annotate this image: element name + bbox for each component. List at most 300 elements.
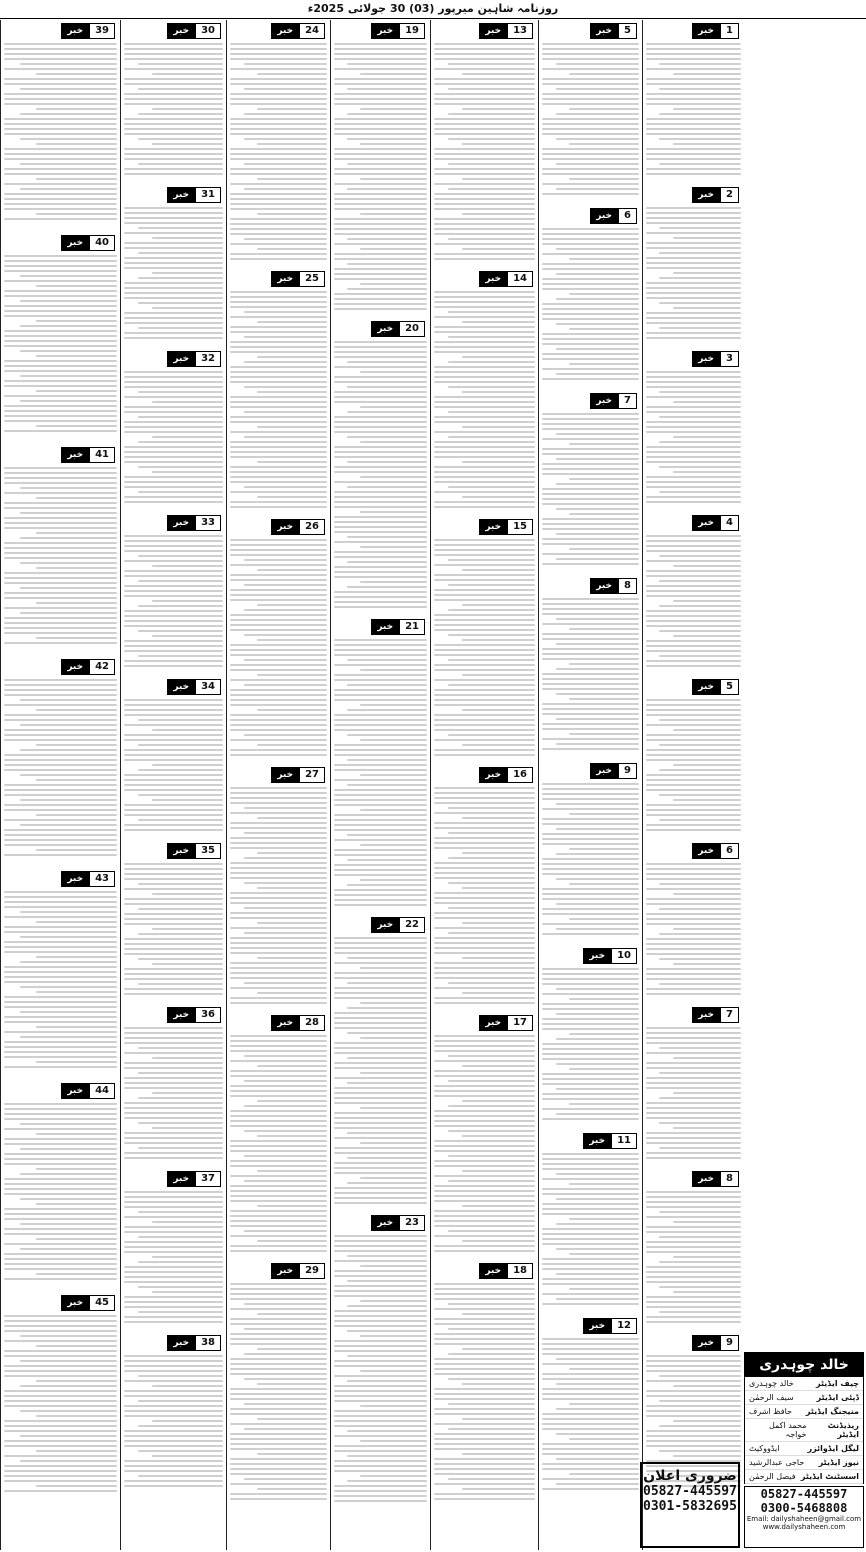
contact-box — [744, 1486, 864, 1548]
text-line — [556, 248, 639, 250]
text-line — [4, 906, 117, 908]
text-line — [542, 1488, 639, 1490]
text-line — [347, 684, 427, 686]
news-item-header — [646, 842, 741, 860]
text-line — [124, 118, 223, 120]
text-line — [124, 476, 223, 478]
text-line — [124, 968, 223, 970]
text-line — [434, 1393, 535, 1395]
text-line — [4, 1470, 117, 1472]
role-name: خالد چوہدری — [749, 1379, 794, 1388]
text-line — [434, 168, 535, 170]
text-line — [434, 1493, 535, 1495]
text-line — [334, 1062, 427, 1064]
text-line — [4, 642, 117, 644]
text-line — [124, 749, 223, 751]
text-line — [556, 853, 639, 855]
news-badge: خبر — [61, 23, 89, 39]
text-line — [4, 153, 117, 155]
text-line — [124, 918, 223, 920]
text-line — [4, 1445, 117, 1447]
text-line — [448, 386, 535, 388]
text-line — [124, 1460, 223, 1462]
text-line — [448, 609, 535, 611]
text-line — [673, 1420, 741, 1422]
text-line — [4, 547, 117, 549]
text-line — [542, 1073, 639, 1075]
news-number: 22 — [399, 917, 425, 933]
text-line — [4, 1188, 117, 1190]
text-line — [4, 714, 117, 716]
text-line — [434, 501, 535, 503]
text-line — [434, 1200, 535, 1202]
text-line — [230, 1185, 327, 1187]
text-line — [334, 203, 427, 205]
text-line — [434, 148, 535, 150]
text-line — [4, 996, 117, 998]
text-line — [230, 1195, 327, 1197]
text-line — [462, 73, 535, 75]
text-line — [542, 1478, 639, 1480]
text-line — [124, 123, 223, 125]
text-line — [334, 1340, 427, 1342]
text-line — [4, 764, 117, 766]
text-line — [448, 1328, 535, 1330]
text-line — [4, 1208, 117, 1210]
text-line — [556, 1038, 639, 1040]
text-line — [334, 1027, 427, 1029]
text-line — [434, 787, 535, 789]
text-line — [20, 1435, 117, 1437]
text-line — [542, 1373, 639, 1375]
news-badge: خبر — [590, 393, 618, 409]
text-line — [542, 268, 639, 270]
text-line — [334, 1460, 427, 1462]
text-line — [434, 1150, 535, 1152]
text-line — [230, 193, 327, 195]
text-line — [646, 1430, 741, 1432]
text-line — [230, 1175, 327, 1177]
news-badge: خبر — [692, 515, 720, 531]
text-line — [36, 285, 117, 287]
news-number: 2 — [720, 187, 739, 203]
text-line — [462, 1100, 535, 1102]
text-line — [152, 1256, 223, 1258]
text-line — [542, 1178, 639, 1180]
text-line — [646, 386, 741, 388]
text-line — [646, 1216, 741, 1218]
news-badge: خبر — [271, 1015, 299, 1031]
text-line — [20, 188, 117, 190]
text-line — [646, 118, 741, 120]
text-line — [434, 198, 535, 200]
text-line — [556, 323, 639, 325]
text-line — [542, 603, 639, 605]
text-line — [347, 1032, 427, 1034]
text-line — [138, 655, 223, 657]
text-line — [434, 544, 535, 546]
text-line — [646, 43, 741, 45]
news-item-header — [4, 234, 117, 252]
text-line — [124, 595, 223, 597]
text-line — [4, 482, 117, 484]
text-line — [646, 774, 741, 776]
text-line — [4, 1158, 117, 1160]
text-line — [434, 1165, 535, 1167]
text-line — [542, 923, 639, 925]
news-text — [124, 1191, 223, 1323]
text-line — [347, 461, 427, 463]
text-line — [659, 958, 741, 960]
text-line — [646, 496, 741, 498]
text-line — [542, 193, 639, 195]
text-line — [434, 739, 535, 741]
text-line — [434, 203, 535, 205]
text-line — [462, 461, 535, 463]
text-line — [230, 1318, 327, 1320]
text-line — [347, 982, 427, 984]
text-line — [448, 584, 535, 586]
text-line — [230, 223, 327, 225]
news-badge: خبر — [692, 1007, 720, 1023]
text-line — [230, 153, 327, 155]
text-line — [334, 1235, 427, 1237]
text-line — [434, 629, 535, 631]
news-text — [4, 467, 117, 644]
text-line — [659, 391, 741, 393]
text-line — [646, 481, 741, 483]
text-line — [230, 1413, 327, 1415]
text-line — [434, 1145, 535, 1147]
news-item-header — [646, 678, 741, 696]
text-line — [230, 1140, 327, 1142]
text-line — [124, 615, 223, 617]
text-line — [4, 896, 117, 898]
text-line — [124, 297, 223, 299]
text-line — [4, 1046, 117, 1048]
text-line — [347, 1132, 427, 1134]
text-line — [4, 103, 117, 105]
text-line — [542, 463, 639, 465]
text-line — [646, 282, 741, 284]
text-line — [20, 487, 117, 489]
text-line — [434, 897, 535, 899]
text-line — [230, 917, 327, 919]
text-line — [646, 1112, 741, 1114]
text-line — [334, 496, 427, 498]
text-line — [462, 569, 535, 571]
text-line — [4, 1213, 117, 1215]
text-line — [4, 1355, 117, 1357]
text-line — [556, 273, 639, 275]
text-line — [673, 963, 741, 965]
text-line — [448, 411, 535, 413]
text-line — [542, 1293, 639, 1295]
news-item-header — [230, 518, 327, 536]
text-line — [646, 98, 741, 100]
text-line — [124, 640, 223, 642]
text-line — [434, 98, 535, 100]
text-line — [36, 1061, 117, 1063]
text-line — [673, 436, 741, 438]
news-item-header — [542, 22, 639, 40]
text-line — [334, 1122, 427, 1124]
news-item — [230, 1262, 327, 1504]
text-line — [448, 1105, 535, 1107]
text-line — [230, 371, 327, 373]
text-line — [434, 1323, 535, 1325]
text-line — [542, 973, 639, 975]
text-line — [462, 639, 535, 641]
text-line — [4, 410, 117, 412]
text-line — [230, 1150, 327, 1152]
text-line — [4, 622, 117, 624]
text-line — [124, 560, 223, 562]
text-line — [434, 719, 535, 721]
text-line — [542, 238, 639, 240]
text-line — [334, 1047, 427, 1049]
text-line — [434, 1318, 535, 1320]
text-line — [4, 1340, 117, 1342]
text-line — [138, 555, 223, 557]
text-line — [646, 1281, 741, 1283]
text-line — [360, 441, 427, 443]
text-line — [138, 1400, 223, 1402]
text-line — [673, 764, 741, 766]
text-line — [152, 600, 223, 602]
text-line — [542, 128, 639, 130]
text-line — [646, 1316, 741, 1318]
text-line — [334, 1022, 427, 1024]
text-line — [152, 1420, 223, 1422]
text-line — [4, 891, 117, 893]
text-line — [124, 888, 223, 890]
text-line — [646, 396, 741, 398]
text-line — [244, 634, 327, 636]
text-line — [244, 138, 327, 140]
news-item — [434, 1014, 535, 1256]
text-line — [230, 1002, 327, 1004]
text-line — [569, 918, 639, 920]
text-line — [257, 1205, 327, 1207]
text-line — [542, 1413, 639, 1415]
text-line — [124, 1052, 223, 1054]
text-line — [4, 1263, 117, 1265]
news-item — [646, 678, 741, 836]
text-line — [230, 1245, 327, 1247]
text-line — [434, 1293, 535, 1295]
text-line — [434, 1388, 535, 1390]
text-line — [659, 883, 741, 885]
text-line — [334, 576, 427, 578]
text-line — [334, 1192, 427, 1194]
news-badge: خبر — [167, 515, 195, 531]
text-line — [360, 739, 427, 741]
text-line — [334, 952, 427, 954]
text-line — [556, 1088, 639, 1090]
text-line — [556, 508, 639, 510]
text-line — [124, 1321, 223, 1323]
text-line — [152, 893, 223, 895]
text-line — [124, 699, 223, 701]
text-line — [646, 1435, 741, 1437]
text-line — [334, 972, 427, 974]
text-line — [124, 456, 223, 458]
text-line — [556, 558, 639, 560]
text-line — [230, 98, 327, 100]
text-line — [434, 128, 535, 130]
text-line — [4, 1268, 117, 1270]
text-line — [646, 968, 741, 970]
text-line — [646, 978, 741, 980]
text-line — [4, 829, 117, 831]
contact-email: Email: dailyshaheen@gmail.com — [746, 1515, 862, 1523]
text-line — [434, 193, 535, 195]
text-line — [230, 406, 327, 408]
text-line — [20, 325, 117, 327]
text-line — [434, 243, 535, 245]
text-line — [542, 1448, 639, 1450]
text-line — [334, 446, 427, 448]
text-line — [347, 1182, 427, 1184]
news-badge: خبر — [479, 1015, 507, 1031]
text-line — [448, 486, 535, 488]
text-line — [347, 536, 427, 538]
news-badge: خبر — [61, 235, 89, 251]
text-line — [646, 734, 741, 736]
text-line — [334, 98, 427, 100]
text-line — [230, 208, 327, 210]
text-line — [434, 1225, 535, 1227]
text-line — [434, 83, 535, 85]
text-line — [448, 1230, 535, 1232]
text-line — [434, 1190, 535, 1192]
text-line — [20, 587, 117, 589]
text-line — [334, 356, 427, 358]
text-line — [124, 257, 223, 259]
text-line — [646, 242, 741, 244]
text-line — [556, 618, 639, 620]
role-name: حاجی عبدالرشید — [749, 1458, 805, 1467]
text-line — [646, 1077, 741, 1079]
text-line — [448, 436, 535, 438]
text-line — [334, 366, 427, 368]
text-line — [4, 1108, 117, 1110]
column-4 — [330, 20, 430, 1550]
news-item-header — [646, 1170, 741, 1188]
text-line — [542, 283, 639, 285]
text-line — [646, 724, 741, 726]
text-line — [334, 1112, 427, 1114]
news-text — [230, 291, 327, 508]
text-line — [646, 168, 741, 170]
text-line — [124, 610, 223, 612]
text-line — [434, 1298, 535, 1300]
text-line — [462, 1383, 535, 1385]
text-line — [569, 1288, 639, 1290]
text-line — [124, 1395, 223, 1397]
text-line — [646, 1087, 741, 1089]
text-line — [124, 739, 223, 741]
text-line — [434, 1045, 535, 1047]
text-line — [334, 1117, 427, 1119]
text-line — [646, 759, 741, 761]
text-line — [334, 1202, 427, 1204]
text-line — [4, 48, 117, 50]
text-line — [124, 58, 223, 60]
text-line — [434, 1035, 535, 1037]
text-line — [646, 262, 741, 264]
text-line — [334, 1250, 427, 1252]
text-line — [334, 1275, 427, 1277]
text-line — [4, 467, 117, 469]
news-badge: خبر — [590, 23, 618, 39]
text-line — [646, 545, 741, 547]
text-line — [334, 1077, 427, 1079]
text-line — [230, 441, 327, 443]
text-line — [257, 108, 327, 110]
text-line — [334, 864, 427, 866]
text-line — [542, 43, 639, 45]
text-line — [434, 1363, 535, 1365]
text-line — [4, 1400, 117, 1402]
text-line — [124, 1107, 223, 1109]
text-line — [448, 882, 535, 884]
text-line — [448, 1303, 535, 1305]
text-line — [230, 564, 327, 566]
news-number: 7 — [618, 393, 637, 409]
text-line — [4, 1425, 117, 1427]
text-line — [646, 158, 741, 160]
news-item-header — [434, 518, 535, 536]
text-line — [434, 78, 535, 80]
text-line — [542, 1213, 639, 1215]
text-line — [542, 598, 639, 600]
text-line — [334, 341, 427, 343]
text-line — [138, 1311, 223, 1313]
news-item — [334, 1214, 427, 1506]
text-line — [230, 589, 327, 591]
news-text — [542, 1153, 639, 1305]
text-line — [124, 262, 223, 264]
text-line — [542, 1233, 639, 1235]
text-line — [152, 471, 223, 473]
text-line — [124, 371, 223, 373]
text-line — [230, 1200, 327, 1202]
text-line — [334, 396, 427, 398]
text-line — [434, 654, 535, 656]
text-line — [334, 376, 427, 378]
text-line — [556, 88, 639, 90]
text-line — [20, 1335, 117, 1337]
text-line — [4, 1143, 117, 1145]
text-line — [542, 673, 639, 675]
text-line — [20, 1385, 117, 1387]
text-line — [434, 471, 535, 473]
text-line — [138, 138, 223, 140]
text-line — [434, 1398, 535, 1400]
text-line — [124, 1251, 223, 1253]
text-line — [347, 361, 427, 363]
text-line — [230, 1070, 327, 1072]
text-line — [542, 1053, 639, 1055]
text-line — [4, 340, 117, 342]
text-line — [434, 223, 535, 225]
text-line — [448, 1353, 535, 1355]
text-line — [434, 802, 535, 804]
text-line — [230, 296, 327, 298]
text-line — [36, 108, 117, 110]
